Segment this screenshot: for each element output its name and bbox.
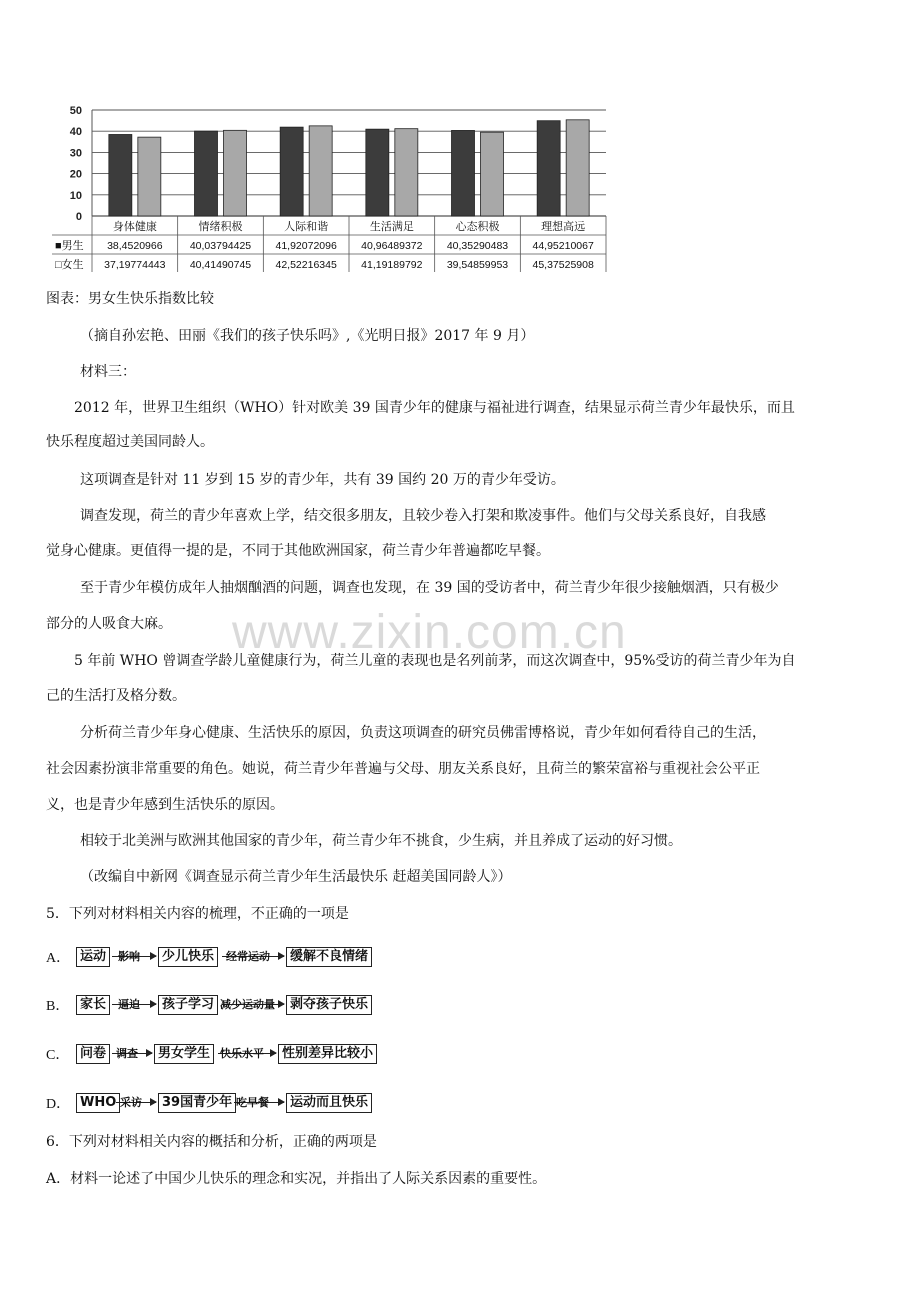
y-tick-label: 10: [69, 189, 82, 202]
bar-female: [224, 130, 247, 216]
flow-arrow-label: 经常运动: [226, 950, 270, 963]
data-label: 37,19774443: [104, 259, 166, 271]
flow-arrow-label: 采访: [120, 1096, 142, 1109]
paragraph-line: 这项调查是针对 11 岁到 15 岁的青少年，共有 39 国约 20 万的青少年受访。: [80, 472, 565, 488]
y-tick-label: 40: [69, 126, 82, 139]
paragraph-line: 快乐程度超过美国同龄人。: [46, 434, 214, 450]
flow-box: 39国青少年: [158, 1093, 236, 1113]
flow-arrow-label: 吃早餐: [236, 1096, 269, 1109]
option-letter: B．: [46, 999, 70, 1014]
question-5-option-a[interactable]: [46, 945, 446, 969]
question-5-stem: 5．下列对材料相关内容的梳理，不正确的一项是: [46, 906, 349, 922]
legend-entry-male: ■男生: [55, 240, 84, 252]
data-label: 40,03794425: [189, 240, 252, 252]
chart-svg: [52, 96, 612, 272]
option-letter: A．: [46, 951, 71, 966]
option-letter: D．: [46, 1097, 71, 1112]
question-5-option-d[interactable]: [46, 1091, 446, 1115]
flow-arrow: [218, 1047, 276, 1060]
data-label: 40,41490745: [189, 259, 252, 271]
flow-box: 性别差异比较小: [278, 1044, 377, 1064]
y-tick-label: 0: [75, 211, 82, 223]
data-label: 40,35290483: [446, 240, 509, 252]
paragraph-line: 5 年前 WHO 曾调查学龄儿童健康行为，荷兰儿童的表现也是名列前茅，而这次调查中，95%受访的荷兰青少年为自: [74, 653, 796, 669]
happiness-bar-chart: [52, 96, 612, 272]
question-5-option-c[interactable]: [46, 1042, 446, 1066]
category-label: 身体健康: [112, 221, 157, 233]
flow-arrow-label: 快乐水平: [220, 1047, 264, 1060]
category-label: 生活满足: [369, 221, 414, 233]
bar-female: [138, 137, 161, 216]
watermark-text: www.zixin.com.cn: [232, 606, 627, 659]
bar-female: [566, 120, 589, 216]
flow-arrow-label: 逼迫: [118, 998, 140, 1011]
question-5-option-b[interactable]: [46, 993, 446, 1017]
flow-arrow: [112, 998, 156, 1011]
chart-caption: 图表：男女生快乐指数比较: [46, 291, 214, 307]
data-label: 42,52216345: [275, 259, 337, 271]
flow-arrow: [112, 950, 156, 963]
category-label: 心态积极: [455, 221, 500, 233]
question-6-option-a[interactable]: A．材料一论述了中国少儿快乐的理念和实况，并指出了人际关系因素的重要性。: [46, 1171, 547, 1187]
material-3-heading: 材料三：: [80, 364, 136, 380]
bar-female: [395, 129, 418, 216]
flow-arrow: [112, 1047, 152, 1060]
flow-arrow: [222, 950, 284, 963]
y-tick-label: 20: [69, 168, 82, 181]
source-citation-1: （摘自孙宏艳、田丽《我们的孩子快乐吗》,《光明日报》2017 年 9 月）: [80, 328, 535, 344]
y-tick-label: 50: [69, 105, 82, 117]
data-label: 41,92072096: [275, 240, 337, 252]
question-6-stem: 6．下列对材料相关内容的概括和分析，正确的两项是: [46, 1134, 377, 1150]
flow-box: 家长: [76, 995, 110, 1015]
bar-male: [195, 131, 218, 216]
data-label: 40,96489372: [361, 240, 423, 252]
data-label: 41,19189792: [361, 259, 423, 271]
flow-arrow: [116, 1096, 156, 1109]
paragraph-line: 调查发现，荷兰的青少年喜欢上学，结交很多朋友，且较少卷入打架和欺凌事件。他们与父母关系良好，自我感: [80, 508, 766, 524]
y-tick-label: 30: [69, 147, 82, 160]
bar-male: [109, 134, 132, 216]
paragraph-line: 部分的人吸食大麻。: [46, 616, 172, 632]
bar-male: [537, 121, 560, 216]
flow-box: 男女学生: [154, 1044, 214, 1064]
source-citation-2: （改编自中新网《调查显示荷兰青少年生活最快乐 赶超美国同龄人》）: [80, 869, 512, 885]
paragraph-line: 己的生活打及格分数。: [46, 688, 186, 704]
data-label: 45,37525908: [532, 259, 594, 271]
option-letter: C．: [46, 1048, 70, 1063]
flow-box: 剥夺孩子快乐: [286, 995, 372, 1015]
bar-male: [366, 129, 389, 216]
flow-box: WHO: [76, 1093, 120, 1113]
legend-entry-female: □女生: [55, 259, 84, 271]
paragraph-line: 义，也是青少年感到生活快乐的原因。: [46, 797, 284, 813]
category-label: 情绪积极: [198, 221, 243, 233]
paragraph-line: 觉身心健康。更值得一提的是，不同于其他欧洲国家，荷兰青少年普遍都吃早餐。: [46, 543, 550, 559]
bar-female: [481, 132, 504, 216]
paragraph-line: 相较于北美洲与欧洲其他国家的青少年，荷兰青少年不挑食，少生病，并且养成了运动的好习惯。: [80, 833, 682, 849]
flow-arrow-label: 减少运动量: [220, 998, 275, 1011]
flow-box: 问卷: [76, 1044, 110, 1064]
flow-box: 孩子学习: [158, 995, 218, 1015]
flow-box: 缓解不良情绪: [286, 947, 372, 967]
data-label: 44,95210067: [532, 240, 594, 252]
flow-arrow-label: 影响: [118, 950, 140, 963]
data-label: 39,54859953: [446, 259, 509, 271]
paragraph-line: 社会因素扮演非常重要的角色。她说，荷兰青少年普遍与父母、朋友关系良好，且荷兰的繁荣富裕与重视社会公平正: [46, 761, 760, 777]
flow-box: 运动: [76, 947, 110, 967]
flow-box: 少儿快乐: [158, 947, 218, 967]
data-label: 38,4520966: [107, 240, 163, 252]
category-label: 人际和谐: [284, 221, 329, 233]
bar-male: [280, 127, 303, 216]
flow-arrow-label: 调查: [116, 1047, 138, 1060]
paragraph-line: 2012 年，世界卫生组织（WHO）针对欧美 39 国青少年的健康与福祉进行调查，结果显示荷兰青少年最快乐，而且: [74, 400, 795, 416]
category-label: 理想高远: [541, 221, 586, 233]
paragraph-line: 分析荷兰青少年身心健康、生活快乐的原因，负责这项调查的研究员佛雷博格说，青少年如何看待自己的生活，: [80, 725, 766, 741]
flow-arrow: [234, 1096, 284, 1109]
flow-box: 运动而且快乐: [286, 1093, 372, 1113]
paragraph-line: 至于青少年模仿成年人抽烟酗酒的问题，调查也发现，在 39 国的受访者中，荷兰青少年很少接触烟酒，只有极少: [80, 580, 779, 596]
flow-arrow: [220, 998, 284, 1011]
bar-male: [452, 130, 475, 216]
bar-female: [309, 126, 332, 216]
